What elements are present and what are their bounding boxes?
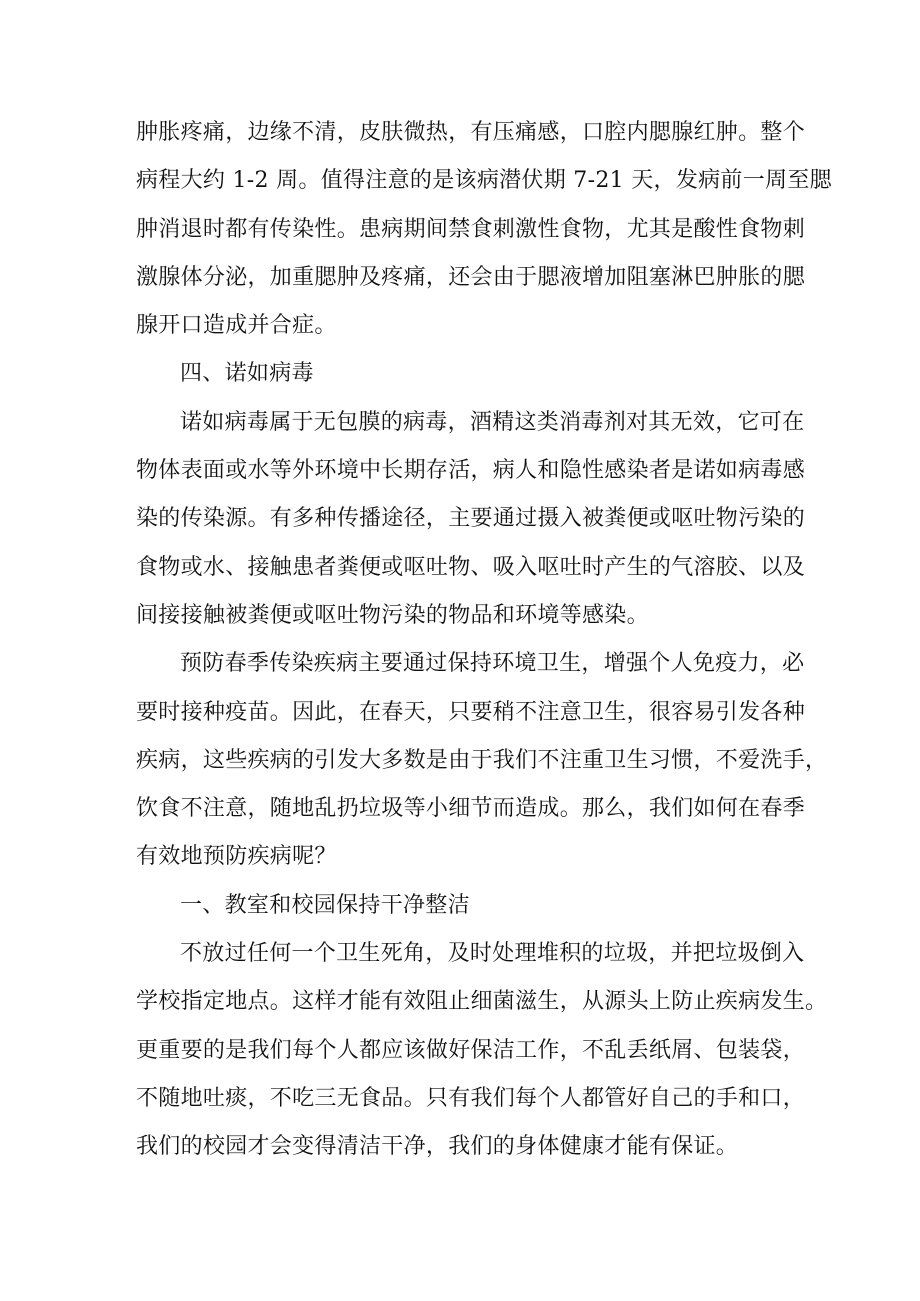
- section-heading: 四、诺如病毒: [180, 361, 314, 387]
- heading-classroom: [136, 882, 786, 930]
- text-line: 疾病，这些疾病的引发大多数是由于我们不注重卫生习惯，不爱洗手，: [136, 747, 828, 773]
- text-line: 激腺体分泌，加重腮肿及疼痛，还会由于腮液增加阻塞淋巴肿胀的腮: [136, 264, 806, 290]
- text-line: 我们的校园才会变得清洁干净，我们的身体健康才能有保证。: [136, 1134, 739, 1160]
- text-line: 学校指定地点。这样才能有效阻止细菌滋生，从源头上防止疾病发生。: [136, 989, 828, 1015]
- text-line: 食物或水、接触患者粪便或呕吐物、吸入呕吐时产生的气溶胶、以及: [136, 554, 806, 580]
- text-line: 预防春季传染疾病主要通过保持环境卫生，增强个人免疫力，必: [180, 651, 805, 677]
- text-line: 更重要的是我们每个人都应该做好保洁工作，不乱丢纸屑、包装袋，: [136, 1037, 806, 1063]
- text-line: 病程大约 1-2 周。值得注意的是该病潜伏期 7-21 天，发病前一周至腮: [136, 168, 832, 194]
- text-line: 腺开口造成并合症。: [136, 313, 337, 339]
- text-line: 要时接种疫苗。因此，在春天，只要稍不注意卫生，很容易引发各种: [136, 699, 806, 725]
- heading-norovirus: [136, 350, 786, 398]
- paragraph-norovirus-body: [136, 399, 806, 640]
- text-line: 物体表面或水等外环境中长期存活，病人和隐性感染者是诺如病毒感: [136, 458, 806, 484]
- text-line: 肿胀疼痛，边缘不清，皮肤微热，有压痛感，口腔内腮腺红肿。整个: [136, 120, 806, 145]
- section-heading: 一、教室和校园保持干净整洁: [180, 892, 470, 918]
- text-line: 染的传染源。有多种传播途径，主要通过摄入被粪便或呕吐物污染的: [136, 506, 806, 532]
- document-body: [136, 109, 832, 1172]
- text-line: 不放过任何一个卫生死角，及时处理堆积的垃圾，并把垃圾倒入: [180, 941, 805, 967]
- text-line: 肿消退时都有传染性。患病期间禁食刺激性食物，尤其是酸性食物刺: [136, 216, 806, 242]
- text-line: 间接接触被粪便或呕吐物污染的物品和环境等感染。: [136, 602, 649, 628]
- paragraph-classroom-body: [136, 930, 828, 1171]
- text-line: 不随地吐痰，不吃三无食品。只有我们每个人都管好自己的手和口，: [136, 1085, 806, 1111]
- paragraph-mumps-continued: [136, 109, 832, 350]
- text-line: 饮食不注意，随地乱扔垃圾等小细节而造成。那么，我们如何在春季: [136, 796, 806, 822]
- text-line: 有效地预防疾病呢？: [136, 844, 337, 870]
- paragraph-prevention-intro: [136, 640, 828, 881]
- text-line: 诺如病毒属于无包膜的病毒，酒精这类消毒剂对其无效，它可在: [180, 409, 805, 435]
